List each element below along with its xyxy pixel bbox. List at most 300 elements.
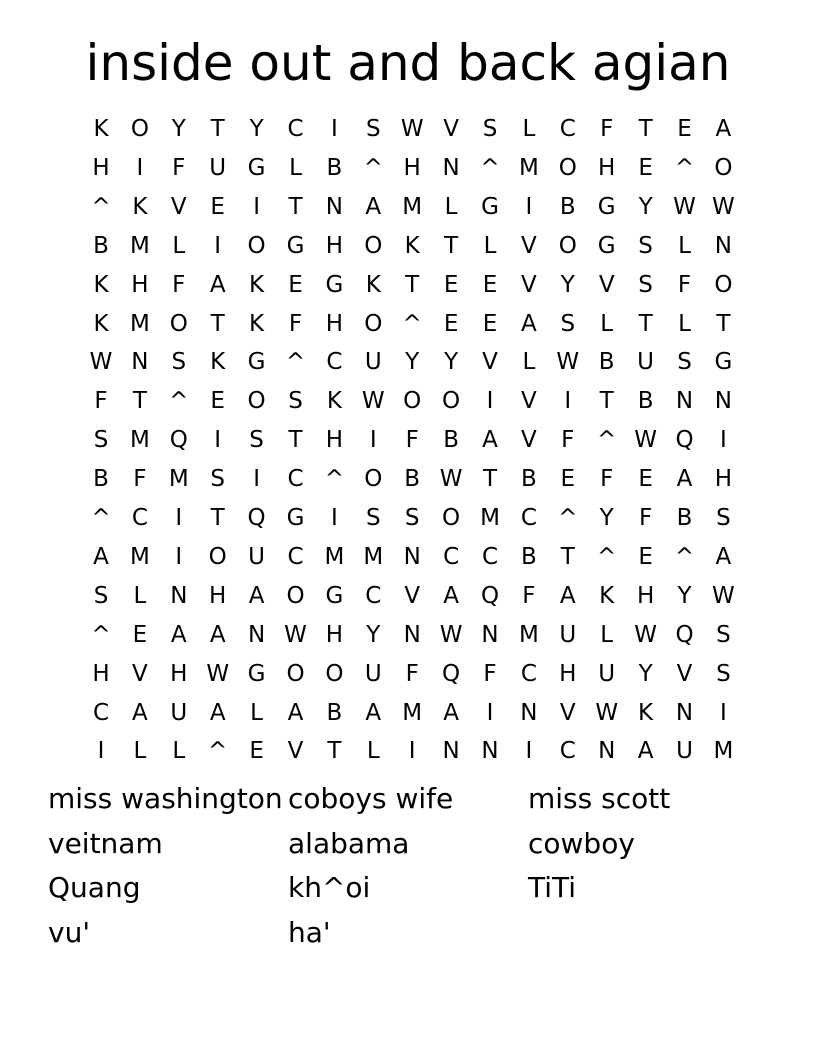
grid-letter: A <box>365 699 382 726</box>
grid-letter: S <box>716 621 731 648</box>
grid-letter: M <box>518 621 539 648</box>
grid-letter: F <box>172 271 186 298</box>
grid-letter: ^ <box>674 154 695 181</box>
grid-letter: L <box>678 310 691 337</box>
grid-letter: O <box>442 388 461 415</box>
grid-letter: C <box>481 543 499 570</box>
grid-letter: I <box>175 543 183 570</box>
grid-letter: G <box>247 154 266 181</box>
grid-letter: V <box>521 388 537 415</box>
grid-letter: K <box>404 232 420 259</box>
grid-letter: E <box>210 388 225 415</box>
grid-letter: C <box>326 349 343 376</box>
grid-letter: L <box>678 232 691 259</box>
grid-letter: W <box>284 621 307 648</box>
word-list-item: alabama <box>288 826 410 860</box>
grid-letter: B <box>93 466 109 493</box>
grid-letter: K <box>326 388 342 415</box>
grid-letter: T <box>327 738 342 765</box>
grid-letter: M <box>129 232 150 259</box>
grid-letter: C <box>520 505 537 531</box>
grid-letter: C <box>287 543 304 570</box>
grid-letter: N <box>131 349 149 376</box>
grid-letter: O <box>364 310 383 337</box>
grid-letter: H <box>131 271 149 298</box>
grid-letter: F <box>600 116 614 142</box>
grid-letter: Y <box>171 116 186 142</box>
grid-letter: M <box>402 699 423 726</box>
grid-letter: V <box>521 271 537 298</box>
grid-letter: O <box>714 154 733 181</box>
grid-letter: S <box>716 660 731 687</box>
grid-letter: O <box>286 582 305 609</box>
grid-letter: A <box>443 699 459 726</box>
grid-letter: L <box>600 621 614 648</box>
grid-letter: H <box>325 310 344 337</box>
grid-letter: M <box>363 543 384 570</box>
grid-letter: L <box>133 582 147 609</box>
grid-letter: I <box>525 193 533 220</box>
grid-letter: V <box>287 738 304 765</box>
grid-letter: C <box>287 466 304 493</box>
grid-letter: C <box>92 699 110 726</box>
grid-letter: F <box>677 271 692 298</box>
grid-letter: E <box>210 193 225 220</box>
grid-letter: A <box>170 621 187 648</box>
grid-letter: W <box>634 427 657 454</box>
grid-letter: T <box>210 310 225 337</box>
grid-letter: O <box>364 466 383 493</box>
grid-letter: A <box>559 582 576 609</box>
grid-letter: W <box>595 699 619 726</box>
grid-letter: U <box>209 154 227 181</box>
grid-letter: V <box>170 193 187 220</box>
grid-letter: O <box>403 388 422 415</box>
grid-letter: Q <box>480 582 500 609</box>
grid-letter: F <box>288 310 303 337</box>
grid-letter: L <box>289 154 302 181</box>
grid-letter: H <box>598 154 616 181</box>
grid-letter: C <box>559 738 576 765</box>
grid-letter: F <box>133 466 147 493</box>
grid-letter: N <box>481 738 499 765</box>
grid-letter: F <box>638 505 653 531</box>
grid-letter: A <box>209 271 226 298</box>
grid-letter: S <box>404 505 420 531</box>
word-list-item: coboys wife <box>288 782 454 815</box>
grid-letter: Y <box>638 660 653 687</box>
grid-letter: ^ <box>285 349 306 376</box>
grid-letter: L <box>522 349 536 376</box>
grid-letter: ^ <box>324 466 345 493</box>
grid-letter: E <box>638 154 653 181</box>
grid-letter: N <box>481 621 499 648</box>
grid-letter: N <box>170 582 188 609</box>
grid-letter: T <box>288 427 303 454</box>
grid-letter: K <box>249 310 265 337</box>
grid-letter: A <box>637 738 654 765</box>
grid-letter: A <box>715 543 732 570</box>
grid-letter: L <box>444 193 458 220</box>
grid-letter: S <box>365 505 381 531</box>
grid-letter: G <box>286 505 305 531</box>
grid-letter: E <box>249 738 264 765</box>
grid-letter: N <box>247 621 266 648</box>
grid-letter: Q <box>675 621 694 648</box>
grid-letter: T <box>405 271 420 298</box>
grid-letter: B <box>326 154 343 181</box>
grid-letter: C <box>131 505 148 531</box>
word-list-item: vu' <box>48 915 91 949</box>
grid-letter: W <box>673 193 696 220</box>
grid-letter: A <box>482 427 498 454</box>
grid-letter: I <box>214 427 222 454</box>
grid-letter: B <box>404 466 421 493</box>
grid-letter: I <box>175 505 183 531</box>
word-list-item: kh^oi <box>288 871 371 904</box>
grid-letter: K <box>93 271 109 298</box>
grid-letter: W <box>89 349 113 376</box>
grid-letter: N <box>520 699 538 726</box>
grid-letter: A <box>132 699 148 726</box>
grid-letter: N <box>442 738 460 765</box>
grid-letter: K <box>365 271 381 298</box>
grid-letter: L <box>172 738 186 765</box>
grid-letter: L <box>600 310 614 337</box>
grid-letter: S <box>93 427 109 454</box>
grid-letter: H <box>636 582 655 609</box>
grid-letter: M <box>713 738 734 765</box>
grid-letter: H <box>325 427 344 454</box>
grid-letter: A <box>676 466 693 493</box>
grid-letter: N <box>714 232 732 259</box>
grid-letter: S <box>638 271 653 298</box>
grid-letter: I <box>97 738 105 765</box>
grid-letter: I <box>330 505 338 531</box>
grid-letter: T <box>288 193 303 220</box>
grid-letter: S <box>716 505 731 531</box>
grid-letter: I <box>719 427 727 454</box>
grid-letter: G <box>325 582 344 609</box>
grid-letter: H <box>559 660 577 687</box>
grid-letter: ^ <box>597 427 617 454</box>
grid-letter: C <box>287 116 304 142</box>
grid-letter: H <box>325 232 344 259</box>
grid-letter: S <box>288 388 303 415</box>
grid-letter: C <box>443 543 460 570</box>
grid-letter: F <box>94 388 108 415</box>
grid-letter: N <box>598 738 616 765</box>
grid-letter: S <box>482 116 498 142</box>
grid-letter: I <box>408 738 416 765</box>
grid-letter: ^ <box>597 543 617 570</box>
grid-letter: Y <box>599 505 614 531</box>
grid-letter: S <box>677 349 692 376</box>
grid-letter: I <box>525 738 533 765</box>
grid-letter: S <box>93 582 109 609</box>
grid-letter: F <box>405 660 419 687</box>
grid-letter: F <box>405 427 419 454</box>
grid-letter: B <box>676 505 693 531</box>
grid-letter: K <box>599 582 615 609</box>
grid-letter: T <box>716 310 731 337</box>
grid-letter: T <box>560 543 575 570</box>
grid-letter: G <box>597 193 616 220</box>
word-list-item: Quang <box>48 871 141 904</box>
grid-letter: N <box>325 193 343 220</box>
grid-letter: ^ <box>91 193 111 220</box>
grid-letter: C <box>520 660 537 687</box>
grid-letter: E <box>560 466 576 493</box>
grid-letter: E <box>288 271 303 298</box>
grid-letter: T <box>638 310 653 337</box>
grid-letter: G <box>597 232 616 259</box>
grid-letter: B <box>326 699 343 726</box>
word-list-item: ha' <box>288 915 331 949</box>
grid-letter: W <box>439 621 463 648</box>
grid-letter: W <box>712 582 735 609</box>
grid-letter: O <box>208 543 227 570</box>
grid-letter: T <box>132 388 147 415</box>
word-list-item: cowboy <box>528 826 635 860</box>
grid-letter: A <box>287 699 304 726</box>
grid-letter: ^ <box>480 154 500 181</box>
grid-letter: M <box>480 505 500 531</box>
word-list-item: miss washington <box>48 782 283 815</box>
grid-letter: G <box>714 349 733 376</box>
grid-letter: A <box>443 582 459 609</box>
grid-letter: W <box>712 193 735 220</box>
grid-letter: G <box>325 271 344 298</box>
grid-letter: V <box>482 349 498 376</box>
grid-letter: T <box>599 388 614 415</box>
grid-letter: M <box>168 466 189 493</box>
grid-letter: Q <box>675 427 694 454</box>
grid-letter: I <box>253 466 260 493</box>
grid-letter: G <box>247 660 266 687</box>
grid-letter: H <box>325 621 344 648</box>
grid-letter: Y <box>366 621 381 648</box>
grid-letter: S <box>210 466 225 493</box>
grid-letter: K <box>638 699 654 726</box>
grid-letter: N <box>675 388 694 415</box>
grid-letter: E <box>638 543 653 570</box>
grid-letter: K <box>93 310 109 337</box>
grid-letter: I <box>369 427 377 454</box>
grid-letter: L <box>172 232 186 259</box>
grid-letter: Q <box>169 427 188 454</box>
grid-letter: F <box>600 466 614 493</box>
grid-letter: L <box>250 699 263 726</box>
word-list-item: miss scott <box>528 782 671 815</box>
grid-letter: V <box>521 232 537 259</box>
grid-letter: U <box>598 660 616 687</box>
grid-letter: N <box>714 388 732 415</box>
grid-letter: Y <box>638 193 653 220</box>
grid-letter: Y <box>444 349 459 376</box>
grid-letter: C <box>559 116 576 142</box>
grid-letter: V <box>132 660 148 687</box>
grid-letter: Y <box>677 582 692 609</box>
grid-letter: O <box>442 505 461 531</box>
grid-letter: ^ <box>91 621 111 648</box>
grid-letter: V <box>404 582 421 609</box>
grid-letter: ^ <box>91 505 111 531</box>
grid-letter: O <box>247 232 266 259</box>
grid-letter: A <box>209 621 226 648</box>
grid-letter: W <box>556 349 580 376</box>
grid-letter: Y <box>560 271 575 298</box>
grid-letter: W <box>206 660 230 687</box>
grid-letter: Q <box>442 660 461 687</box>
grid-letter: U <box>637 349 655 376</box>
grid-letter: E <box>638 466 653 493</box>
grid-letter: B <box>93 232 109 259</box>
grid-letter: T <box>482 466 498 493</box>
grid-letter: O <box>247 388 266 415</box>
grid-letter: V <box>443 116 459 142</box>
grid-letter: I <box>136 154 144 181</box>
grid-letter: A <box>365 193 382 220</box>
grid-letter: S <box>171 349 187 376</box>
grid-letter: H <box>403 154 421 181</box>
grid-letter: V <box>559 699 576 726</box>
grid-letter: O <box>169 310 188 337</box>
grid-letter: ^ <box>363 154 383 181</box>
grid-letter: F <box>561 427 575 454</box>
grid-letter: E <box>443 310 459 337</box>
grid-letter: O <box>558 154 577 181</box>
grid-letter: L <box>522 116 536 142</box>
grid-letter: A <box>209 699 226 726</box>
grid-letter: M <box>129 427 150 454</box>
grid-letter: O <box>714 271 733 298</box>
grid-letter: L <box>483 232 497 259</box>
grid-letter: K <box>249 271 265 298</box>
grid-letter: S <box>560 310 576 337</box>
grid-letter: ^ <box>558 505 578 531</box>
grid-letter: F <box>483 660 497 687</box>
grid-letter: O <box>558 232 577 259</box>
grid-letter: N <box>442 154 460 181</box>
grid-letter: B <box>521 543 537 570</box>
grid-letter: I <box>719 699 727 726</box>
grid-letter: A <box>248 582 265 609</box>
grid-letter: L <box>366 738 380 765</box>
grid-letter: ^ <box>208 738 228 765</box>
grid-letter: U <box>364 660 382 687</box>
grid-letter: Y <box>405 349 420 376</box>
grid-letter: N <box>403 543 421 570</box>
grid-letter: B <box>443 427 459 454</box>
grid-letter: U <box>559 621 577 648</box>
grid-letter: S <box>249 427 264 454</box>
grid-letter: T <box>638 116 653 142</box>
grid-letter: Y <box>249 116 264 142</box>
grid-letter: H <box>92 154 110 181</box>
grid-letter: I <box>214 232 222 259</box>
word-list-item: veitnam <box>48 826 163 860</box>
grid-letter: T <box>444 232 459 259</box>
grid-letter: C <box>365 582 382 609</box>
grid-letter: U <box>364 349 382 376</box>
grid-letter: I <box>486 388 494 415</box>
grid-letter: F <box>522 582 536 609</box>
grid-letter: W <box>400 116 424 142</box>
grid-letter: A <box>715 116 732 142</box>
grid-letter: T <box>210 116 225 142</box>
grid-letter: B <box>598 349 615 376</box>
grid-letter: W <box>439 466 463 493</box>
grid-letter: H <box>170 660 188 687</box>
puzzle-title: inside out and back agian <box>85 34 731 92</box>
grid-letter: M <box>129 543 150 570</box>
word-list-item: TiTi <box>528 871 577 904</box>
grid-letter: G <box>481 193 499 220</box>
grid-letter: M <box>129 310 150 337</box>
grid-letter: G <box>247 349 266 376</box>
grid-letter: I <box>253 193 260 220</box>
grid-letter: G <box>286 232 305 259</box>
grid-letter: K <box>132 193 148 220</box>
grid-letter: B <box>521 466 537 493</box>
grid-letter: E <box>482 271 498 298</box>
grid-letter: ^ <box>402 310 422 337</box>
grid-letter: E <box>677 116 692 142</box>
grid-letter: O <box>325 660 344 687</box>
grid-letter: M <box>518 154 539 181</box>
grid-letter: W <box>634 621 657 648</box>
grid-letter: U <box>248 543 266 570</box>
grid-letter: K <box>210 349 226 376</box>
grid-letter: O <box>364 232 383 259</box>
grid-letter: F <box>172 154 186 181</box>
grid-letter: E <box>443 271 459 298</box>
grid-letter: H <box>92 660 110 687</box>
grid-letter: V <box>676 660 693 687</box>
grid-letter: I <box>330 116 338 142</box>
grid-letter: B <box>559 193 576 220</box>
grid-letter: S <box>638 232 653 259</box>
grid-letter: A <box>521 310 537 337</box>
grid-letter: U <box>170 699 188 726</box>
grid-letter: U <box>676 738 693 765</box>
grid-letter: Q <box>247 505 266 531</box>
grid-letter: W <box>361 388 385 415</box>
grid-letter: O <box>130 116 149 142</box>
grid-letter: E <box>482 310 498 337</box>
grid-letter: O <box>286 660 305 687</box>
grid-letter: H <box>714 466 733 493</box>
grid-letter: E <box>132 621 148 648</box>
grid-letter: T <box>210 505 225 531</box>
grid-letter: B <box>637 388 654 415</box>
grid-letter: ^ <box>169 388 189 415</box>
grid-letter: I <box>564 388 572 415</box>
grid-letter: L <box>133 738 147 765</box>
grid-letter: N <box>403 621 421 648</box>
grid-letter: M <box>324 543 345 570</box>
grid-letter: V <box>598 271 615 298</box>
grid-letter: S <box>365 116 381 142</box>
grid-letter: ^ <box>674 543 695 570</box>
grid-letter: K <box>93 116 109 142</box>
grid-letter: I <box>486 699 494 726</box>
grid-letter: N <box>675 699 694 726</box>
grid-letter: A <box>93 543 109 570</box>
grid-letter: V <box>521 427 537 454</box>
grid-letter: M <box>402 193 423 220</box>
